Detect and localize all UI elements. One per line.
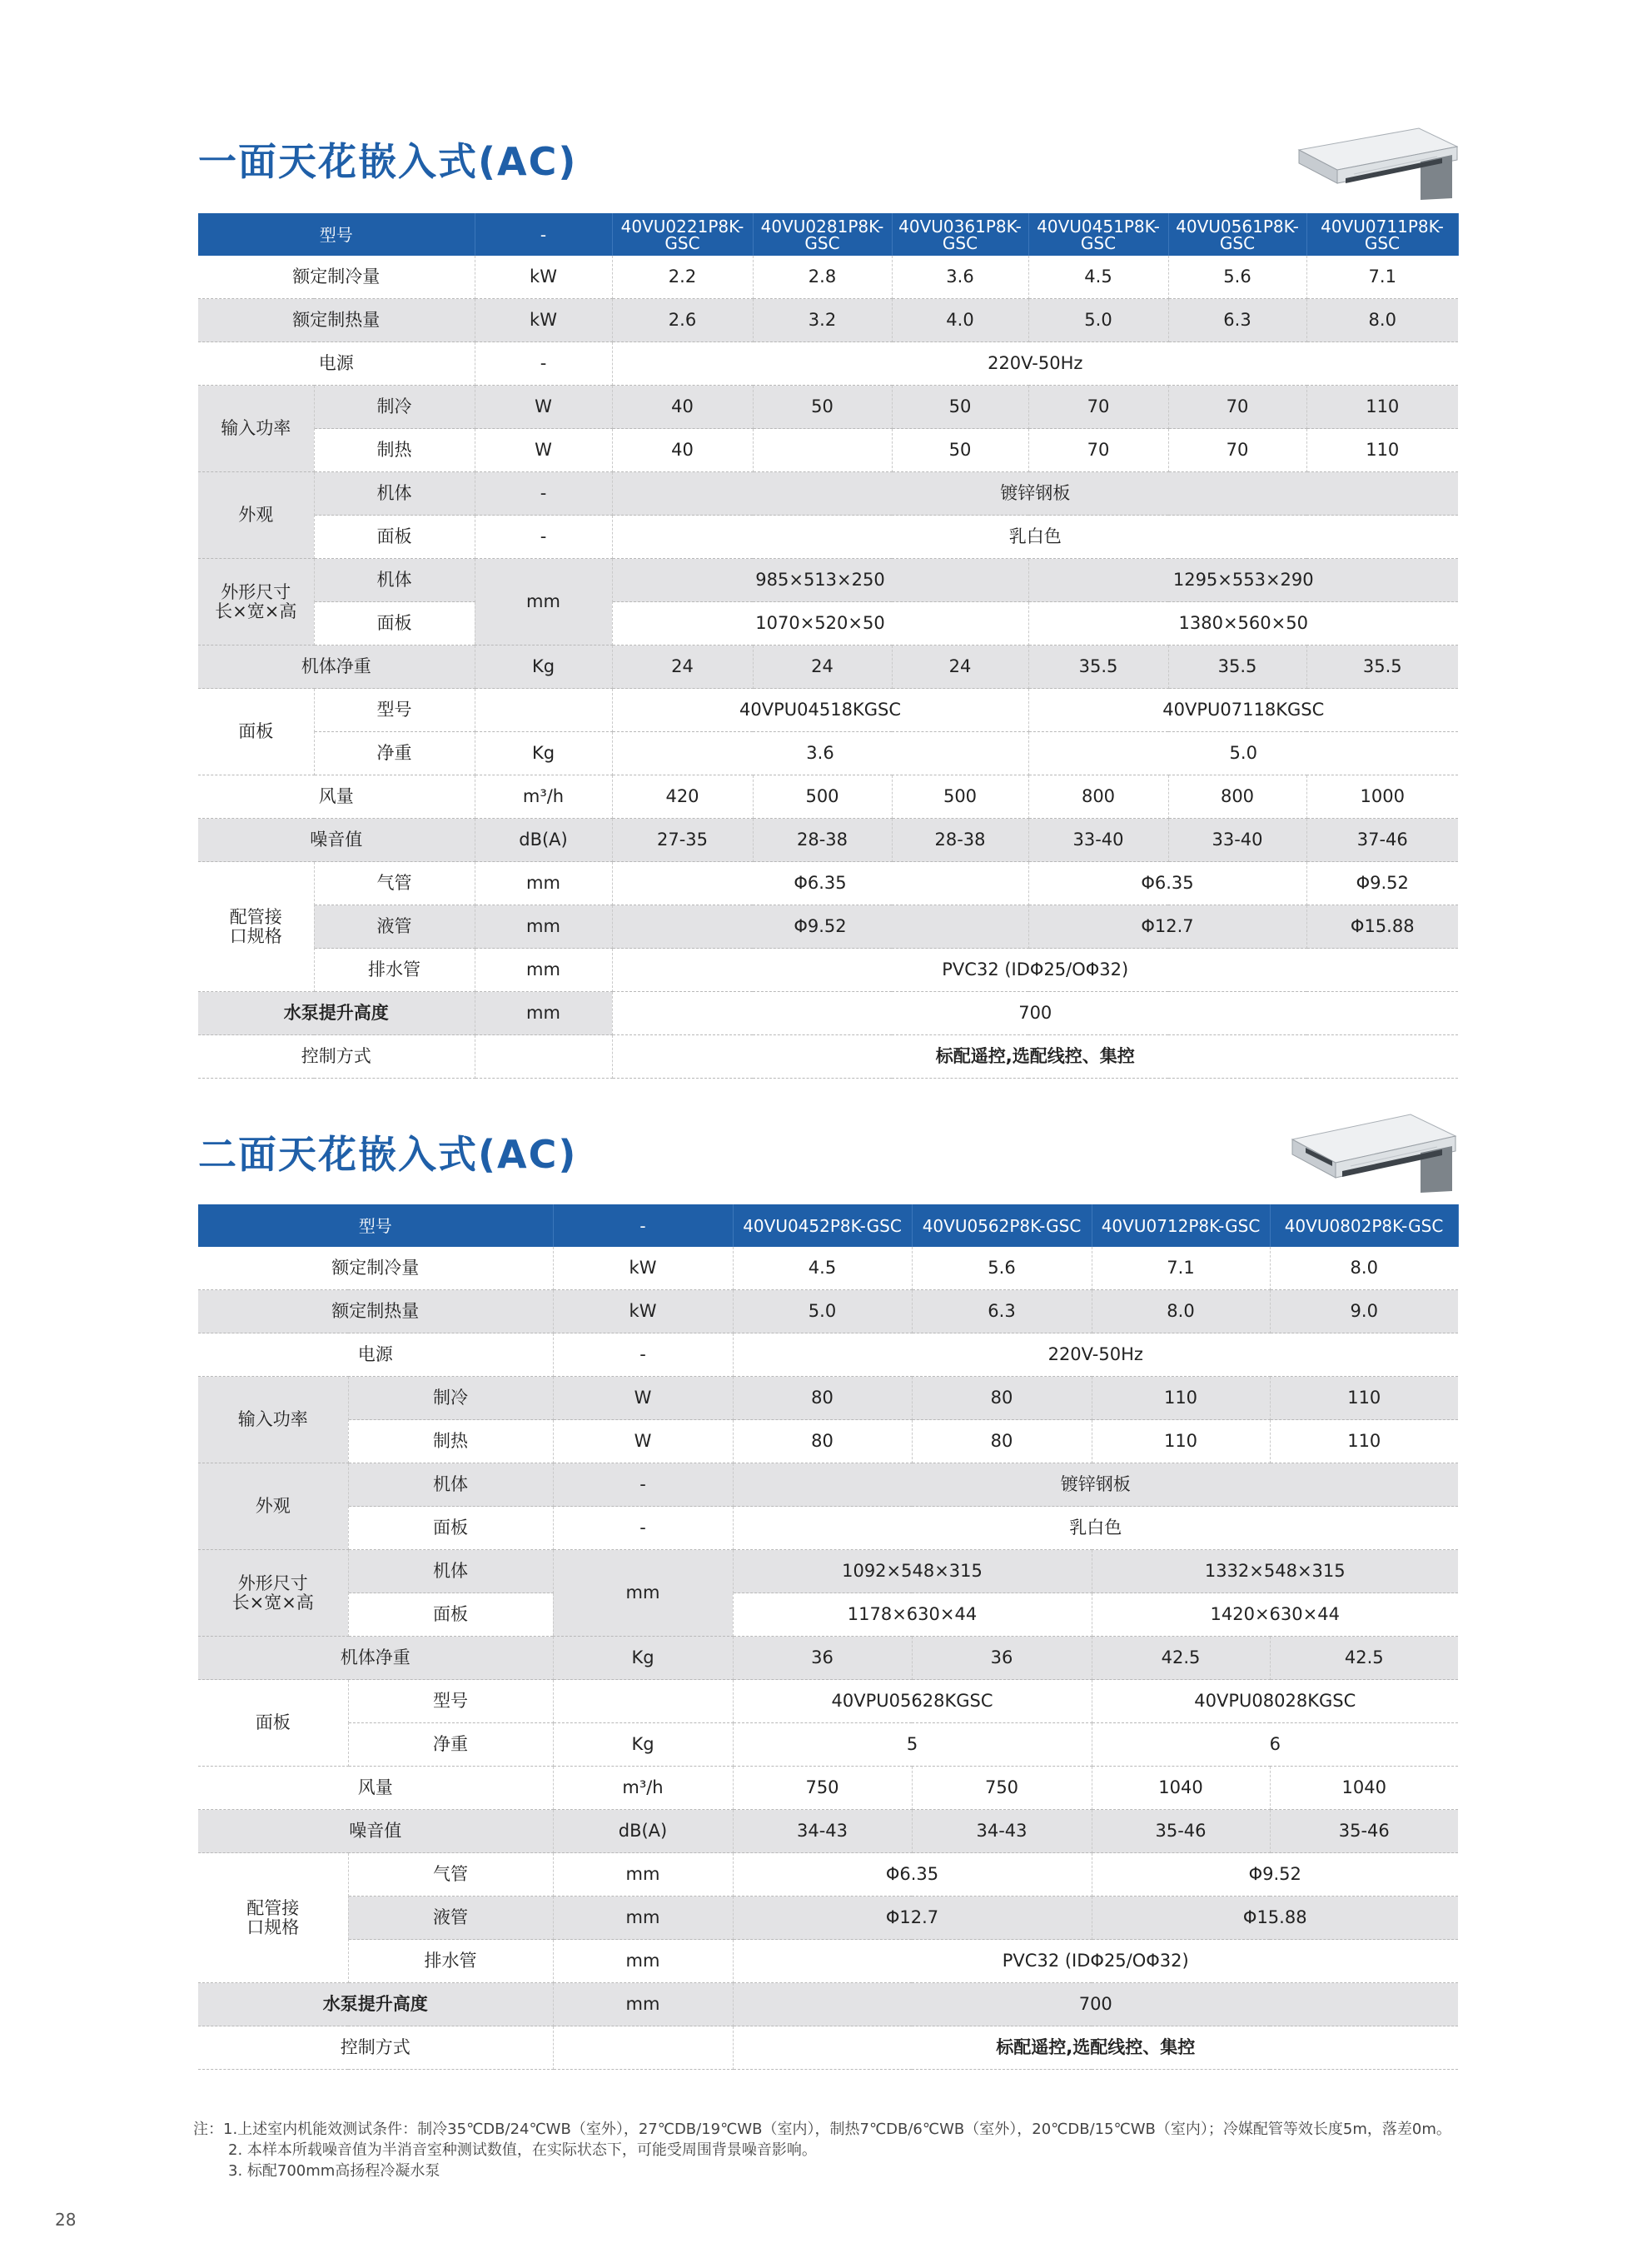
cell: 1295×553×290 — [1028, 559, 1458, 602]
cell: Φ15.88 — [1092, 1897, 1458, 1940]
section1-title: 一面天花嵌入式(AC) — [198, 139, 578, 184]
header-col: 40VU0562P8K-GSC — [912, 1204, 1092, 1247]
cell: 乳白色 — [612, 516, 1458, 559]
section2-title: 二面天花嵌入式(AC) — [198, 1132, 578, 1177]
row-unit: - — [553, 1333, 733, 1377]
header-col: 40VU0361P8K-GSC — [892, 213, 1028, 256]
group-label: 输入功率 — [198, 386, 314, 472]
row-label: 额定制热量 — [198, 299, 475, 342]
cell: 40 — [612, 386, 753, 429]
row-label: 机体净重 — [198, 645, 475, 689]
cell: 80 — [733, 1377, 912, 1420]
label-line: 口规格 — [229, 925, 282, 946]
cell: 80 — [912, 1420, 1092, 1463]
cell — [753, 429, 892, 472]
cell: 1380×560×50 — [1028, 602, 1458, 645]
row-cool-capacity — [198, 1247, 1458, 1290]
cell: 1040 — [1092, 1767, 1270, 1810]
cell: 6.3 — [1168, 299, 1306, 342]
row-unit — [475, 689, 612, 732]
row-unit: m³/h — [475, 775, 612, 819]
cell: 33-40 — [1028, 819, 1168, 862]
cell: 985×513×250 — [612, 559, 1028, 602]
spec-table-two-way — [198, 1204, 1459, 2070]
sub-label: 气管 — [348, 1853, 553, 1897]
cell: 镀锌钢板 — [612, 472, 1458, 516]
row-airflow — [198, 775, 1458, 819]
cell: 7.1 — [1306, 256, 1458, 299]
cell: 35-46 — [1270, 1810, 1458, 1853]
group-label — [198, 559, 314, 645]
cell: Φ6.35 — [1028, 862, 1306, 905]
row-label: 控制方式 — [198, 2026, 553, 2070]
row-unit: Kg — [475, 732, 612, 775]
cell: 33-40 — [1168, 819, 1306, 862]
header-model: 型号 — [198, 213, 475, 256]
cell: 24 — [892, 645, 1028, 689]
cell: 40VPU05628KGSC — [733, 1680, 1092, 1723]
row-pipe-drain — [198, 949, 1458, 992]
row-unit: mm — [553, 1940, 733, 1983]
row-unit: Kg — [475, 645, 612, 689]
cell: 110 — [1092, 1420, 1270, 1463]
cell: 28-38 — [753, 819, 892, 862]
cell: Φ6.35 — [612, 862, 1028, 905]
sub-label: 机体 — [348, 1463, 553, 1507]
sub-label: 气管 — [314, 862, 475, 905]
row-noise — [198, 819, 1458, 862]
row-label: 水泵提升高度 — [198, 1983, 553, 2026]
sub-label: 面板 — [348, 1507, 553, 1550]
header-col: 40VU0451P8K-GSC — [1028, 213, 1168, 256]
row-label: 额定制热量 — [198, 1290, 553, 1333]
row-airflow — [198, 1767, 1458, 1810]
cell: 8.0 — [1092, 1290, 1270, 1333]
row-unit — [475, 1035, 612, 1079]
cell: 40VPU04518KGSC — [612, 689, 1028, 732]
cell: Φ6.35 — [733, 1853, 1092, 1897]
sub-label: 制热 — [314, 429, 475, 472]
row-pipe-liquid — [198, 905, 1458, 949]
row-unit: W — [475, 429, 612, 472]
cell: 35.5 — [1306, 645, 1458, 689]
cell: 5.0 — [733, 1290, 912, 1333]
row-input-heat — [198, 1420, 1458, 1463]
label-line: 长×宽×高 — [215, 601, 297, 621]
row-input-cool — [198, 386, 1458, 429]
row-look-body — [198, 472, 1458, 516]
spec-table-one-way — [198, 213, 1459, 1079]
cell: 1070×520×50 — [612, 602, 1028, 645]
sub-label: 面板 — [314, 516, 475, 559]
cell: 35-46 — [1092, 1810, 1270, 1853]
header-col: 40VU0452P8K-GSC — [733, 1204, 912, 1247]
cell: PVC32 (IDΦ25/OΦ32) — [733, 1940, 1458, 1983]
row-unit: mm — [475, 949, 612, 992]
row-panel-weight — [198, 1723, 1458, 1767]
row-label: 额定制冷量 — [198, 1247, 553, 1290]
footnotes — [193, 2119, 1451, 2181]
cell: 70 — [1028, 386, 1168, 429]
row-pipe-liquid — [198, 1897, 1458, 1940]
cell: 110 — [1270, 1420, 1458, 1463]
cell: 28-38 — [892, 819, 1028, 862]
cell: 420 — [612, 775, 753, 819]
row-panel-model — [198, 689, 1458, 732]
cell: 800 — [1168, 775, 1306, 819]
cell: 24 — [753, 645, 892, 689]
row-net-weight — [198, 1637, 1458, 1680]
cell: 标配遥控,选配线控、集控 — [733, 2026, 1458, 2070]
cell: 1000 — [1306, 775, 1458, 819]
header-col: 40VU0221P8K-GSC — [612, 213, 753, 256]
ceiling-cassette-unit-image — [1296, 122, 1458, 201]
row-control — [198, 2026, 1458, 2070]
cell: 80 — [912, 1377, 1092, 1420]
row-control — [198, 1035, 1458, 1079]
cell: 2.2 — [612, 256, 753, 299]
header-model: 型号 — [198, 1204, 553, 1247]
cell: 1092×548×315 — [733, 1550, 1092, 1593]
footnote: 2. 本样本所载噪音值为半消音室种测试数值，在实际状态下，可能受周围背景噪音影响。 — [228, 2141, 817, 2159]
cell: 3.6 — [612, 732, 1028, 775]
row-pump-head — [198, 992, 1458, 1035]
row-unit: - — [475, 516, 612, 559]
cell: 800 — [1028, 775, 1168, 819]
label-line: 外形尺寸 — [221, 581, 291, 602]
row-unit: Kg — [553, 1723, 733, 1767]
row-net-weight — [198, 645, 1458, 689]
cell: 500 — [753, 775, 892, 819]
header-col: 40VU0802P8K-GSC — [1270, 1204, 1458, 1247]
row-label: 风量 — [198, 775, 475, 819]
label-line: 外形尺寸 — [237, 1573, 308, 1593]
cell: 220V-50Hz — [733, 1333, 1458, 1377]
table-header-row — [198, 1204, 1458, 1247]
cell: 50 — [892, 386, 1028, 429]
row-unit: Kg — [553, 1637, 733, 1680]
cell: 34-43 — [912, 1810, 1092, 1853]
cell: 50 — [892, 429, 1028, 472]
group-label: 输入功率 — [198, 1377, 348, 1463]
row-label: 风量 — [198, 1767, 553, 1810]
row-heat-capacity — [198, 1290, 1458, 1333]
row-unit: mm — [475, 905, 612, 949]
cell: 500 — [892, 775, 1028, 819]
row-unit — [553, 2026, 733, 2070]
row-label: 水泵提升高度 — [198, 992, 475, 1035]
cell: 1420×630×44 — [1092, 1593, 1458, 1637]
cell: 3.2 — [753, 299, 892, 342]
row-input-heat — [198, 429, 1458, 472]
cell: 700 — [733, 1983, 1458, 2026]
group-label: 面板 — [198, 689, 314, 775]
cell: 80 — [733, 1420, 912, 1463]
cell: 36 — [912, 1637, 1092, 1680]
row-label: 噪音值 — [198, 1810, 553, 1853]
table-header-row — [198, 213, 1458, 256]
sub-label: 面板 — [348, 1593, 553, 1637]
row-unit — [553, 1680, 733, 1723]
row-dim-body — [198, 1550, 1458, 1593]
row-dim-body — [198, 559, 1458, 602]
sub-label: 型号 — [348, 1680, 553, 1723]
group-label — [198, 1853, 348, 1983]
header-col: 40VU0711P8K-GSC — [1306, 213, 1458, 256]
cell: 700 — [612, 992, 1458, 1035]
row-look-panel — [198, 1507, 1458, 1550]
label-line: 配管接 — [229, 906, 282, 927]
row-dim-panel — [198, 602, 1458, 645]
cell: 9.0 — [1270, 1290, 1458, 1333]
row-unit: W — [553, 1420, 733, 1463]
row-unit: m³/h — [553, 1767, 733, 1810]
label-line: 长×宽×高 — [231, 1592, 314, 1612]
row-heat-capacity — [198, 299, 1458, 342]
cell: 1332×548×315 — [1092, 1550, 1458, 1593]
cell: 27-35 — [612, 819, 753, 862]
row-cool-capacity — [198, 256, 1458, 299]
cell: 5.0 — [1028, 732, 1458, 775]
row-label: 电源 — [198, 342, 475, 386]
row-label: 电源 — [198, 1333, 553, 1377]
cell: Φ12.7 — [1028, 905, 1306, 949]
cell: 2.8 — [753, 256, 892, 299]
label-line: 配管接 — [246, 1897, 300, 1918]
group-label — [198, 1550, 348, 1637]
sub-label: 制冷 — [348, 1377, 553, 1420]
header-unit: - — [553, 1204, 733, 1247]
sub-label: 机体 — [314, 559, 475, 602]
cell: 5.6 — [1168, 256, 1306, 299]
row-unit: mm — [475, 992, 612, 1035]
row-unit: mm — [553, 1853, 733, 1897]
header-col: 40VU0281P8K-GSC — [753, 213, 892, 256]
cell: 镀锌钢板 — [733, 1463, 1458, 1507]
group-label: 外观 — [198, 1463, 348, 1550]
cell: 35.5 — [1168, 645, 1306, 689]
cell: 220V-50Hz — [612, 342, 1458, 386]
ceiling-cassette-unit-image — [1289, 1108, 1458, 1194]
sub-label: 型号 — [314, 689, 475, 732]
cell: 7.1 — [1092, 1247, 1270, 1290]
cell: 70 — [1168, 429, 1306, 472]
sub-label: 净重 — [348, 1723, 553, 1767]
row-label: 额定制冷量 — [198, 256, 475, 299]
sub-label: 机体 — [348, 1550, 553, 1593]
sub-label: 机体 — [314, 472, 475, 516]
cell: 4.5 — [1028, 256, 1168, 299]
cell: PVC32 (IDΦ25/OΦ32) — [612, 949, 1458, 992]
sub-label: 净重 — [314, 732, 475, 775]
cell: 1040 — [1270, 1767, 1458, 1810]
cell: 110 — [1306, 386, 1458, 429]
footnote: 3. 标配700mm高扬程冷凝水泵 — [228, 2162, 440, 2180]
cell: 24 — [612, 645, 753, 689]
row-unit: W — [553, 1377, 733, 1420]
sub-label: 液管 — [348, 1897, 553, 1940]
group-label: 面板 — [198, 1680, 348, 1767]
cell: 40 — [612, 429, 753, 472]
cell: 110 — [1092, 1377, 1270, 1420]
row-panel-weight — [198, 732, 1458, 775]
cell: 3.6 — [892, 256, 1028, 299]
group-label — [198, 862, 314, 992]
cell: 2.6 — [612, 299, 753, 342]
cell: 70 — [1168, 386, 1306, 429]
row-unit: mm — [475, 862, 612, 905]
row-panel-model — [198, 1680, 1458, 1723]
row-unit: mm — [475, 559, 612, 645]
sub-label: 制热 — [348, 1420, 553, 1463]
cell: Φ9.52 — [1092, 1853, 1458, 1897]
cell: 8.0 — [1306, 299, 1458, 342]
row-unit: - — [553, 1463, 733, 1507]
row-unit: dB(A) — [553, 1810, 733, 1853]
row-look-panel — [198, 516, 1458, 559]
header-col: 40VU0712P8K-GSC — [1092, 1204, 1270, 1247]
header-col: 40VU0561P8K-GSC — [1168, 213, 1306, 256]
row-unit: - — [553, 1507, 733, 1550]
row-unit: kW — [553, 1247, 733, 1290]
cell: 70 — [1028, 429, 1168, 472]
cell: 1178×630×44 — [733, 1593, 1092, 1637]
cell: 750 — [912, 1767, 1092, 1810]
cell: 36 — [733, 1637, 912, 1680]
cell: 8.0 — [1270, 1247, 1458, 1290]
group-label: 外观 — [198, 472, 314, 559]
row-label: 控制方式 — [198, 1035, 475, 1079]
row-pump-head — [198, 1983, 1458, 2026]
page-number: 28 — [55, 2210, 77, 2230]
row-unit: - — [475, 472, 612, 516]
footnote: 注：1.上述室内机能效测试条件：制冷35℃DB/24℃WB（室外），27℃DB/19℃WB（室内），制热7℃DB/6℃WB（室外），20℃DB/15℃WB（室内）；冷媒配管等效长度5m，落差0m。 — [193, 2121, 1451, 2138]
row-unit: dB(A) — [475, 819, 612, 862]
row-unit: kW — [475, 299, 612, 342]
cell: 34-43 — [733, 1810, 912, 1853]
row-pipe-gas — [198, 1853, 1458, 1897]
cell: 35.5 — [1028, 645, 1168, 689]
row-power-supply — [198, 1333, 1458, 1377]
row-unit: W — [475, 386, 612, 429]
row-unit: mm — [553, 1983, 733, 2026]
sub-label: 排水管 — [314, 949, 475, 992]
row-pipe-drain — [198, 1940, 1458, 1983]
row-look-body — [198, 1463, 1458, 1507]
cell: 42.5 — [1270, 1637, 1458, 1680]
row-unit: kW — [475, 256, 612, 299]
cell: 110 — [1270, 1377, 1458, 1420]
row-unit: mm — [553, 1897, 733, 1940]
cell: 40VPU07118KGSC — [1028, 689, 1458, 732]
row-dim-panel — [198, 1593, 1458, 1637]
row-noise — [198, 1810, 1458, 1853]
row-input-cool — [198, 1377, 1458, 1420]
row-pipe-gas — [198, 862, 1458, 905]
header-unit: - — [475, 213, 612, 256]
row-unit: kW — [553, 1290, 733, 1333]
cell: Φ9.52 — [1306, 862, 1458, 905]
cell: Φ12.7 — [733, 1897, 1092, 1940]
label-line: 口规格 — [246, 1917, 300, 1937]
row-label: 噪音值 — [198, 819, 475, 862]
cell: 42.5 — [1092, 1637, 1270, 1680]
sub-label: 制冷 — [314, 386, 475, 429]
cell: 5.0 — [1028, 299, 1168, 342]
cell: 750 — [733, 1767, 912, 1810]
cell: 标配遥控,选配线控、集控 — [612, 1035, 1458, 1079]
row-unit: - — [475, 342, 612, 386]
cell: 5.6 — [912, 1247, 1092, 1290]
cell: 40VPU08028KGSC — [1092, 1680, 1458, 1723]
cell: 110 — [1306, 429, 1458, 472]
row-unit: mm — [553, 1550, 733, 1637]
cell: 5 — [733, 1723, 1092, 1767]
cell: 6.3 — [912, 1290, 1092, 1333]
row-label: 机体净重 — [198, 1637, 553, 1680]
cell: 乳白色 — [733, 1507, 1458, 1550]
row-power-supply — [198, 342, 1458, 386]
cell: 37-46 — [1306, 819, 1458, 862]
cell: 50 — [753, 386, 892, 429]
sub-label: 液管 — [314, 905, 475, 949]
cell: Φ15.88 — [1306, 905, 1458, 949]
cell: 4.0 — [892, 299, 1028, 342]
sub-label: 排水管 — [348, 1940, 553, 1983]
cell: Φ9.52 — [612, 905, 1028, 949]
cell: 4.5 — [733, 1247, 912, 1290]
sub-label: 面板 — [314, 602, 475, 645]
cell: 6 — [1092, 1723, 1458, 1767]
